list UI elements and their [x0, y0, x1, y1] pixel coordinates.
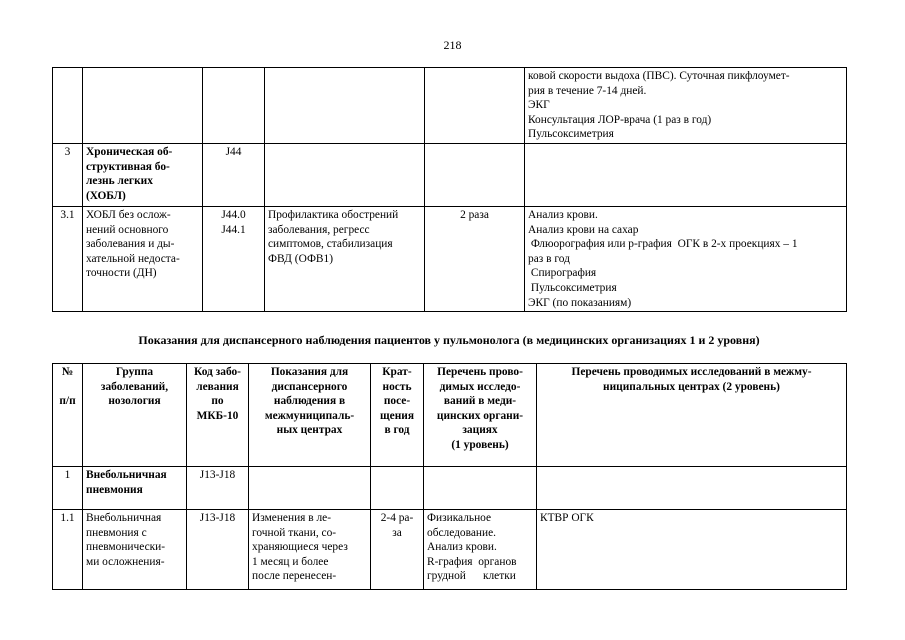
cell-line: J44.0 — [221, 208, 246, 221]
cell-line: Внебольничная — [86, 512, 162, 524]
table-cell — [249, 467, 371, 510]
cell-line: раз в год — [528, 252, 570, 265]
cell-line: ниципальных центрах (2 уровень) — [603, 380, 780, 393]
cell-line: ЭКГ — [528, 99, 550, 112]
cell-line: после перенесен- — [252, 570, 337, 583]
cell-line: обследование. — [427, 526, 497, 539]
cell-line: Показания для — [270, 366, 349, 378]
row-number: 3 — [53, 143, 83, 206]
frequency-cell: 2 раза — [425, 206, 525, 311]
section-heading: Показания для диспансерного наблюдения пациентов у пульмонолога (в медицинских организациях 1 и 2 уровня) — [138, 333, 760, 347]
cell-line: Перечень проводимых исследований в межму- — [571, 366, 812, 378]
table-header-row — [53, 364, 847, 467]
cell-line: рия в течение 7-14 дней. — [528, 84, 647, 97]
cell-line: Анализ крови. — [427, 541, 497, 554]
cell-line: МКБ-10 — [196, 409, 239, 422]
page-number: 218 — [443, 38, 462, 52]
table-row-3-1 — [53, 206, 847, 311]
cell-line: пневмония с — [86, 526, 147, 539]
cell-line: № — [61, 366, 74, 378]
top-table — [52, 67, 847, 312]
group-cell — [83, 206, 203, 311]
table-row-continued — [53, 68, 847, 144]
cell-line: ми осложнения- — [86, 555, 165, 568]
header-number — [53, 364, 83, 467]
cell-line: храняющиеся через — [252, 541, 348, 554]
cell-line: (1 уровень) — [451, 438, 509, 451]
frequency-cell — [371, 510, 424, 590]
cell-line: R-графия органов — [427, 555, 517, 568]
table-cell — [203, 68, 265, 144]
row-number: 1 — [53, 467, 83, 510]
cell-line: симптомов, стабилизация — [268, 238, 393, 251]
cell-line: Хроническая об- — [86, 145, 173, 158]
cell-line: Крат- — [382, 366, 412, 378]
row-number: 3.1 — [53, 206, 83, 311]
table-row-3 — [53, 143, 847, 206]
cell-line: Пульсоксиметрия — [528, 128, 614, 141]
cell-line: в год — [384, 424, 410, 437]
table-cell — [53, 68, 83, 144]
cell-line: Пульсоксиметрия — [528, 281, 617, 294]
cell-line: ЭКГ (по показаниям) — [528, 296, 632, 309]
cell-line: грудной клетки — [427, 570, 516, 583]
header-code — [187, 364, 249, 467]
cell-line: за — [392, 526, 402, 539]
table-row-1-1 — [53, 510, 847, 590]
table-cell — [371, 467, 424, 510]
cell-line: хательной недоста- — [86, 252, 180, 265]
bottom-table — [52, 363, 847, 590]
cell-line: Внебольничная — [86, 469, 167, 481]
table-cell — [425, 68, 525, 144]
cell-line: димых исследо- — [439, 380, 521, 393]
cell-line: нений основного — [86, 223, 169, 236]
table-cell — [265, 143, 425, 206]
indication-cell — [249, 510, 371, 590]
cell-line: точности (ДН) — [86, 267, 157, 280]
cell-line: Код забо- — [194, 366, 241, 378]
cell-line: (ХОБЛ) — [86, 189, 126, 202]
exams-cell — [525, 68, 847, 144]
code-cell — [203, 206, 265, 311]
cell-line: заболевания и ды- — [86, 238, 175, 251]
table-cell — [425, 143, 525, 206]
cell-line: Физикальное — [427, 512, 492, 524]
code-cell: J44 — [203, 143, 265, 206]
cell-line: ваний в меди- — [443, 395, 517, 408]
cell-line: Анализ крови. — [528, 208, 598, 221]
cell-line: цинских органи- — [436, 409, 524, 422]
cell-line: диспансерного — [271, 380, 348, 393]
group-cell — [83, 510, 187, 590]
table-cell — [83, 68, 203, 144]
cell-line: ФВД (ОФВ1) — [268, 252, 334, 265]
cell-line: Профилактика обострений — [268, 208, 399, 221]
code-cell: J13-J18 — [187, 510, 249, 590]
cell-line: ковой скорости выдоха (ПВС). Суточная пикфлоумет- — [528, 70, 790, 82]
cell-line: Анализ крови на сахар — [528, 223, 639, 236]
cell-line: 2-4 ра- — [380, 512, 414, 524]
cell-line: Флюорография или р-графия ОГК в 2-х проекциях – 1 — [528, 238, 798, 251]
table-cell — [525, 143, 847, 206]
cell-line: ных центрах — [276, 424, 343, 437]
cell-line: нозология — [108, 395, 161, 408]
cell-line: Группа — [115, 366, 154, 378]
level2-cell: КТВР ОГК — [537, 510, 847, 590]
table-cell — [424, 467, 537, 510]
header-level1 — [424, 364, 537, 467]
cell-line: ность — [382, 380, 412, 393]
table-cell — [537, 467, 847, 510]
code-cell: J13-J18 — [187, 467, 249, 510]
cell-line: J44.1 — [221, 223, 246, 236]
header-level2 — [537, 364, 847, 467]
cell-line: щения — [380, 409, 414, 422]
cell-line: пневмонически- — [86, 541, 166, 554]
cell-line: наблюдения в — [273, 395, 346, 408]
cell-line: левания — [196, 380, 239, 393]
header-group — [83, 364, 187, 467]
group-cell — [83, 143, 203, 206]
indication-cell — [265, 206, 425, 311]
cell-line: ХОБЛ без ослож- — [86, 208, 171, 221]
cell-line: 1 месяц и более — [252, 555, 329, 568]
cell-line: межмуниципаль- — [264, 409, 355, 422]
level1-cell — [424, 510, 537, 590]
exams-cell — [525, 206, 847, 311]
cell-line: п/п — [59, 394, 76, 407]
row-number: 1.1 — [53, 510, 83, 590]
cell-line: по — [211, 395, 224, 408]
group-cell — [83, 467, 187, 510]
header-frequency — [371, 364, 424, 467]
table-cell — [265, 68, 425, 144]
cell-line: структивная бо- — [86, 160, 170, 173]
cell-line: пневмония — [86, 483, 143, 496]
cell-line: посе- — [383, 395, 411, 408]
cell-line: заболевания, регресс — [268, 223, 370, 236]
table-row-1 — [53, 467, 847, 510]
cell-line: гочной ткани, со- — [252, 526, 337, 539]
cell-line: Перечень прово- — [437, 366, 523, 378]
header-indication — [249, 364, 371, 467]
cell-line: зациях — [462, 424, 498, 437]
cell-line: Консультация ЛОР-врача (1 раз в год) — [528, 113, 712, 126]
cell-line: Изменения в ле- — [252, 512, 332, 524]
cell-line: лезнь легких — [86, 175, 153, 188]
cell-line: заболеваний, — [100, 380, 169, 393]
cell-line: Спирография — [528, 267, 597, 280]
